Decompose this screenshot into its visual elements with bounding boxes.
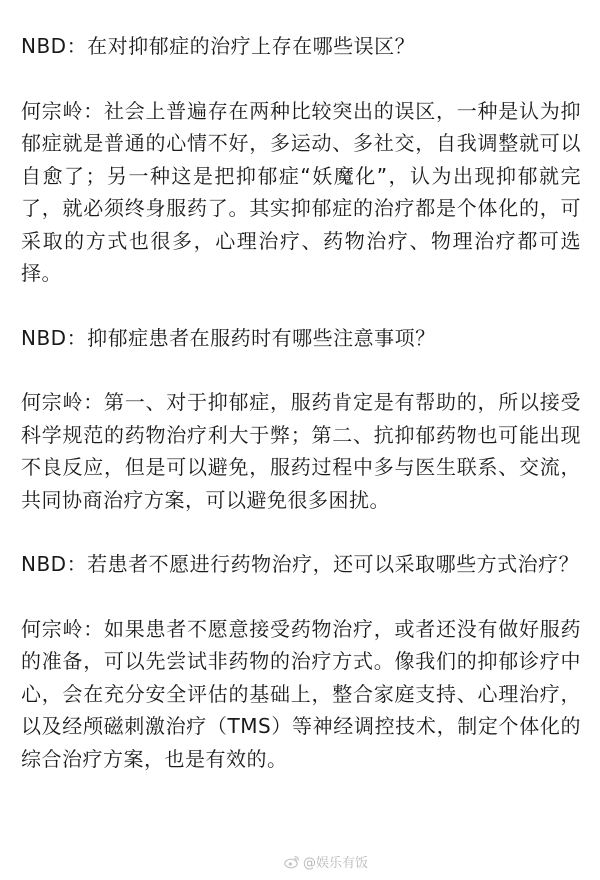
- paragraph-spacer: [21, 63, 581, 95]
- question-3: NBD：若患者不愿进行药物治疗，还可以采取哪些方式治疗？: [21, 552, 580, 576]
- watermark-text: @娱乐有饭: [302, 856, 368, 871]
- paragraph-spacer: [21, 516, 581, 548]
- question-2: NBD：抑郁症患者在服药时有哪些注意事项？: [21, 325, 436, 350]
- watermark: [284, 852, 368, 871]
- answer-2: 何宗岭：第一、对于抑郁症，服药肯定是有帮助的，所以接受科学规范的药物治疗利大于弊；第二、抗抑郁药物也可能出现不良反应，但是可以避免，服药过程中多与医生联系、交流，共同协商治疗方案，可以避免很多困扰。: [21, 390, 581, 512]
- paragraph-spacer: [21, 354, 581, 386]
- answer-3: 何宗岭：如果患者不愿意接受药物治疗，或者还没有做好服药的准备，可以先尝试非药物的治疗方式。像我们的抑郁诊疗中心，会在充分安全评估的基础上，整合家庭支持、心理治疗，以及经颅磁刺激治疗（TMS）等神经调控技术，制定个体化的综合治疗方案，也是有效的。: [21, 616, 581, 771]
- paragraph-spacer: [21, 581, 581, 613]
- weibo-icon: [284, 855, 300, 869]
- paragraph-spacer: [21, 290, 581, 322]
- answer-1: 何宗岭：社会上普遍存在两种比较突出的误区，一种是认为抑郁症就是普通的心情不好，多运动、多社交，自我调整就可以自愈了；另一种这是把抑郁症“妖魔化”，认为出现抑郁就完了，就必须终身服药了。其实抑郁症的治疗都是个体化的，可采取的方式也很多，心理治疗、药物治疗、物理治疗都可选择。: [21, 98, 581, 285]
- question-1: NBD：在对抑郁症的治疗上存在哪些误区？: [21, 34, 416, 58]
- article-body: [21, 30, 581, 775]
